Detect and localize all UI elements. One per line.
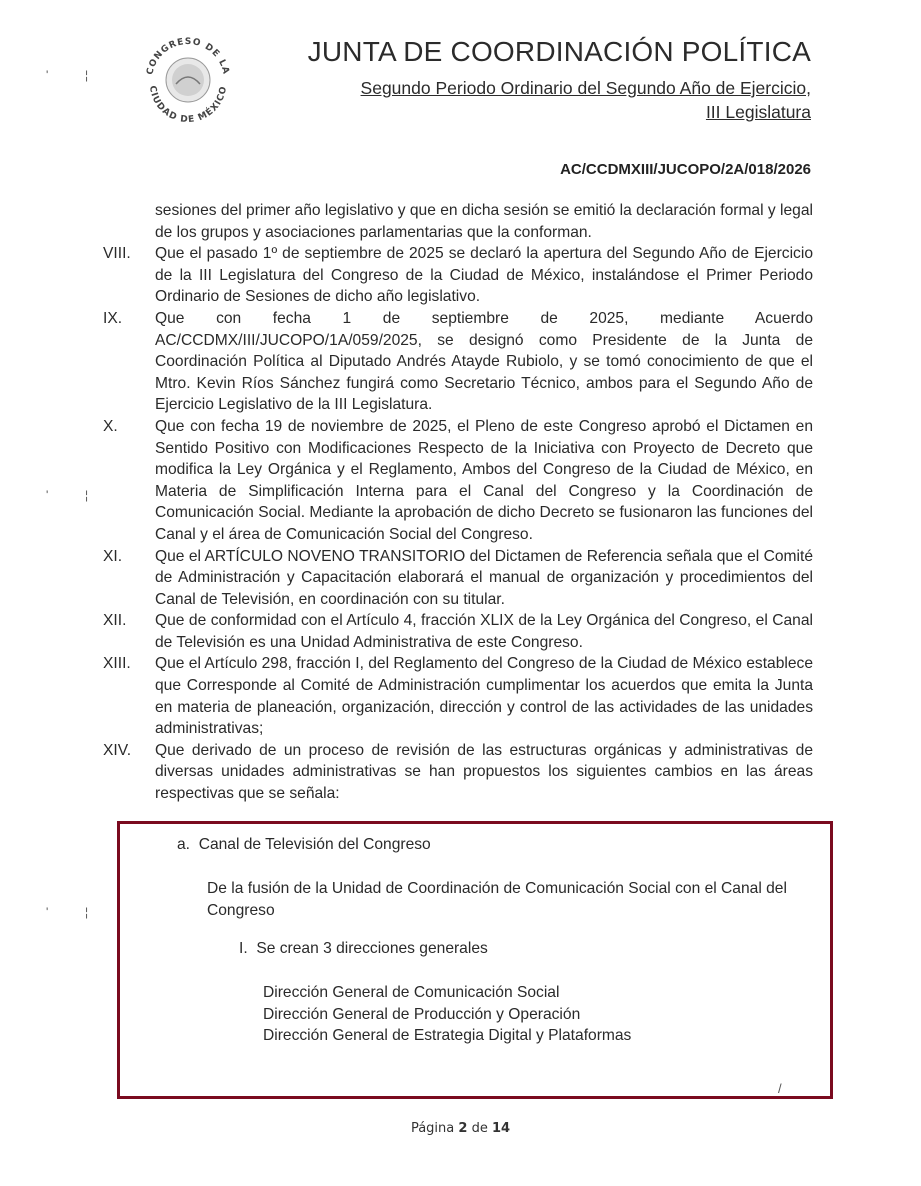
- scan-artifact: ' ¦: [46, 905, 89, 919]
- item-number: XIV.: [103, 741, 132, 759]
- considerando-item: [93, 308, 813, 416]
- total-pages: 14: [491, 1121, 511, 1136]
- roman-sub-item: [239, 938, 488, 960]
- congress-seal-icon: [138, 28, 238, 128]
- roman-label: I.: [239, 940, 248, 957]
- scan-artifact: ' ¦: [46, 68, 89, 82]
- page-label: Página: [410, 1121, 455, 1136]
- item-text: Que el pasado 1º de septiembre de 2025 se declaró la apertura del Segundo Año de Ejercicio de la III Legislatura del Congreso de la Ciudad de México, instalándose el Primer Periodo Ordinario de Sesiones de dicho año legislativo.: [155, 245, 813, 306]
- considerando-item: [93, 610, 813, 653]
- item-number: VIII.: [103, 245, 131, 263]
- item-text: Que el Artículo 298, fracción I, del Reglamento del Congreso de la Ciudad de México establece que Corresponde al Comité de Administración cumplimentar los acuerdos que emita la Junta en materia de planeación, organización, dirección y control de las actividades de las unidades administrativas;: [155, 655, 813, 738]
- item-text: Que derivado de un proceso de revisión de las estructuras orgánicas y administrativas de diversas unidades administrativas se han propuestos los siguientes cambios en las áreas respectivas que se señala:: [155, 741, 813, 803]
- seal-top-text: CONGRESO DE LA: [145, 36, 231, 76]
- sub-item-a: [177, 834, 431, 856]
- sub-item-label: a.: [177, 836, 191, 853]
- direcciones-list: [263, 982, 631, 1047]
- item-number: X.: [103, 417, 118, 435]
- document-header-title: JUNTA DE COORDINACIÓN POLÍTICA: [307, 36, 811, 67]
- direccion-item: Dirección General de Producción y Operación: [263, 1005, 581, 1023]
- item-number: IX.: [103, 309, 123, 327]
- item-text: Que con fecha 19 de noviembre de 2025, el Pleno de este Congreso aprobó el Dictamen en Sentido Positivo con Modificaciones Respecto de la Iniciativa con Proyecto de Decreto que modifica la Ley Orgánica y el Reglamento, Ambos del Congreso de la Ciudad de México, en Materia de Simplificación Interna para el Canal del Congreso y la Coordinación de Comunicación Social. Mediante la aprobación de dicho Decreto se fusionaron las funciones del Canal y el área de Comunicación Social del Congreso.: [155, 417, 813, 543]
- considerando-item: [93, 740, 813, 805]
- sub-item-title: Canal de Televisión del Congreso: [198, 836, 431, 853]
- roman-text: Se crean 3 direcciones generales: [256, 940, 488, 957]
- considerando-item: [93, 416, 813, 546]
- pen-mark: /: [778, 1081, 782, 1096]
- scan-artifact: ' ¦: [46, 488, 89, 502]
- considerando-item: [93, 243, 813, 308]
- item-text: Que el ARTÍCULO NOVENO TRANSITORIO del Dictamen de Referencia señala que el Comité de Administración y Capacitación elaborará el manual de organización y procedimientos del Canal de Televisión, en coordinación con su titular.: [155, 547, 813, 608]
- highlighted-section-box: [117, 821, 833, 1099]
- subtitle-line-2: III Legislatura: [705, 102, 811, 122]
- document-body: [93, 200, 813, 805]
- current-page: 2: [458, 1121, 468, 1136]
- agreement-reference-number: AC/CCDMXIII/JUCOPO/2A/018/2026: [560, 161, 811, 178]
- considerando-item: [93, 653, 813, 739]
- continuation-paragraph: sesiones del primer año legislativo y que en dicha sesión se emitió la declaración formal y legal de los grupos y asociaciones parlamentarias que la conforman.: [155, 202, 813, 241]
- fusion-description: De la fusión de la Unidad de Coordinación de Comunicación Social con el Canal del Congreso: [207, 880, 787, 919]
- item-number: XI.: [103, 547, 123, 565]
- item-text: Que con fecha 1 de septiembre de 2025, mediante Acuerdo AC/CCDMX/III/JUCOPO/1A/059/2025, se designó como Presidente de la Junta de Coordinación Política al Diputado Andrés Atayde Rubiolo, y se tomó conocimiento de que el Mtro. Kevin Ríos Sánchez fungirá como Secretario Técnico, ambos para el Segundo Año de Ejercicio Legislativo de la III Legislatura.: [155, 309, 813, 414]
- page-sep: de: [471, 1121, 488, 1136]
- considerando-item: [93, 546, 813, 611]
- seal-bottom-text: CIUDAD DE MÉXICO: [146, 85, 230, 126]
- subtitle-line-1: Segundo Periodo Ordinario del Segundo Año de Ejercicio,: [360, 78, 811, 98]
- direccion-item: Dirección General de Comunicación Social: [263, 984, 560, 1001]
- direccion-item: Dirección General de Estrategia Digital y Plataformas: [263, 1027, 632, 1045]
- item-number: XII.: [103, 612, 127, 630]
- item-text: Que de conformidad con el Artículo 4, fracción XLIX de la Ley Orgánica del Congreso, el Canal de Televisión es una Unidad Administrativa de este Congreso.: [155, 612, 813, 651]
- item-number: XIII.: [103, 655, 131, 673]
- document-header-subtitle: [361, 76, 811, 124]
- page-footer: [0, 1121, 921, 1136]
